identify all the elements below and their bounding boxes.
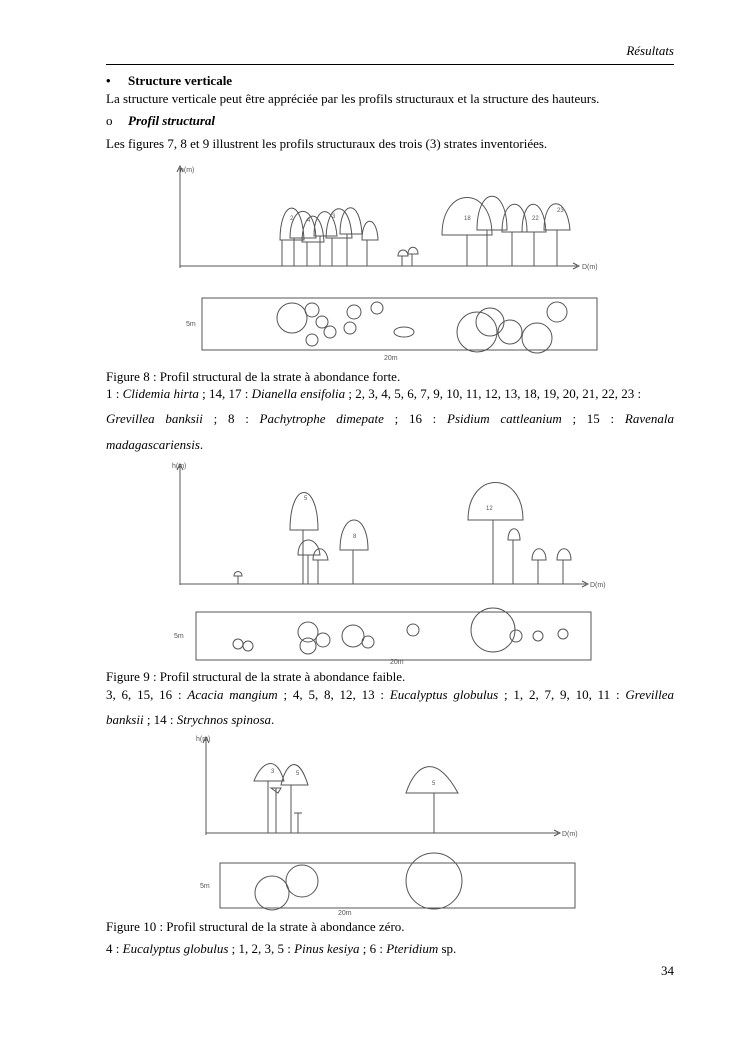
fig8-l1-c: ; 14, 17 :	[198, 386, 252, 401]
fig8-caption: Figure 8 : Profil structural de la strate à abondance forte.	[106, 369, 401, 384]
fig8-width-label: 5m	[186, 321, 196, 328]
fig9-l2-d: .	[271, 712, 275, 727]
subsection-heading	[106, 112, 674, 130]
fig8-length-label: 20m	[384, 355, 398, 362]
fig9-y-axis-label: h(m)	[172, 463, 187, 470]
fig8-x-axis-label: D(m)	[582, 264, 598, 271]
subsection-title: Profil structural	[128, 113, 216, 128]
section-title: Structure verticale	[128, 73, 233, 88]
fig10-l1-b: Eucalyptus globulus	[122, 941, 229, 956]
fig8-l2-c: Pachytrophe dimepate	[259, 411, 384, 426]
section-intro: La structure verticale peut être appréciée par les profils structuraux et la structure des hauteurs.	[106, 91, 600, 106]
fig9-l2-c: Strychnos spinosa	[176, 712, 272, 727]
svg-text:5: 5	[432, 781, 436, 787]
svg-text:12: 12	[486, 506, 493, 512]
fig9-l1-c: ; 4, 5, 8, 12, 13 :	[277, 687, 390, 702]
fig8-l1-e: ; 2, 3, 4, 5, 6, 7, 9, 10, 11, 12, 13, 18, 19, 20, 21, 22, 23 :	[345, 386, 642, 401]
svg-text:22: 22	[532, 216, 539, 222]
fig10-y-axis-label: h(m)	[196, 736, 211, 743]
fig9-legend-line1	[106, 686, 674, 704]
figure-8-sketch	[172, 160, 612, 365]
fig8-l3-b: .	[199, 437, 204, 452]
fig10-l1-c: ; 1, 2, 3, 5 :	[228, 941, 295, 956]
header-rule	[106, 64, 674, 65]
fig9-l1-a: 3, 6, 15, 16 :	[106, 687, 188, 702]
fig10-x-axis-label: D(m)	[562, 831, 578, 838]
running-header: Résultats	[626, 43, 674, 58]
svg-text:8: 8	[353, 534, 357, 540]
fig9-x-axis-label: D(m)	[590, 582, 606, 589]
fig8-l1-d: Dianella ensifolia	[251, 386, 346, 401]
fig9-caption: Figure 9 : Profil structural de la strate à abondance faible.	[106, 669, 406, 684]
fig9-l1-b: Acacia mangium	[187, 687, 278, 702]
fig8-l2-a: Grevillea banksii	[106, 411, 203, 426]
svg-text:3: 3	[271, 769, 275, 775]
svg-text:5: 5	[304, 496, 308, 502]
figure-10-sketch	[196, 733, 591, 916]
fig9-l2-b: ; 14 :	[143, 712, 177, 727]
fig9-length-label: 20m	[390, 659, 404, 666]
svg-text:2: 2	[290, 216, 294, 222]
fig8-l2-d: ; 16 :	[383, 411, 448, 426]
section-bullet: •	[106, 73, 111, 88]
fig8-y-axis-label: h(m)	[180, 167, 195, 174]
fig9-legend-line2	[106, 711, 674, 729]
fig8-legend-line2	[106, 410, 674, 428]
fig9-width-label: 5m	[174, 633, 184, 640]
subsection-bullet: o	[106, 113, 113, 128]
section-heading	[106, 72, 674, 90]
fig10-l1-a: 4 :	[106, 941, 123, 956]
fig9-l1-e: ; 1, 2, 7, 9, 10, 11 :	[498, 687, 626, 702]
fig10-length-label: 20m	[338, 910, 352, 916]
fig10-width-label: 5m	[200, 883, 210, 890]
fig10-legend-line1	[106, 940, 674, 958]
fig9-l2-a: banksii	[106, 712, 144, 727]
fig8-l2-g: Ravenala	[624, 411, 674, 426]
fig8-legend-line3	[106, 436, 674, 454]
figure-9-sketch	[168, 460, 618, 666]
subsection-intro: Les figures 7, 8 et 9 illustrent les profils structuraux des trois (3) strates inventoriées.	[106, 136, 548, 151]
svg-text:5: 5	[296, 771, 300, 777]
fig10-l1-e: ; 6 :	[359, 941, 387, 956]
fig8-l1-a: 1 :	[106, 386, 123, 401]
svg-text:4: 4	[307, 218, 311, 224]
fig10-caption: Figure 10 : Profil structural de la strate à abondance zéro.	[106, 919, 405, 934]
fig10-l1-d: Pinus kesiya	[294, 941, 360, 956]
fig8-l2-b: ; 8 :	[202, 411, 260, 426]
fig9-l1-f: Grevillea	[625, 687, 675, 702]
fig10-l1-f: Pteridium	[386, 941, 439, 956]
page-number: 34	[661, 963, 674, 978]
fig9-l1-d: Eucalyptus globulus	[389, 687, 499, 702]
fig10-l1-g: sp.	[438, 941, 457, 956]
fig8-l1-b: Clidemia hirta	[122, 386, 199, 401]
svg-text:18: 18	[464, 216, 471, 222]
fig8-l2-e: Psidium cattleanium	[447, 411, 562, 426]
fig8-l3-a: madagascariensis	[106, 437, 200, 452]
fig8-legend-line1	[106, 385, 674, 403]
fig8-l2-f: ; 15 :	[561, 411, 625, 426]
svg-text:3: 3	[332, 214, 336, 220]
svg-text:23: 23	[557, 208, 564, 214]
